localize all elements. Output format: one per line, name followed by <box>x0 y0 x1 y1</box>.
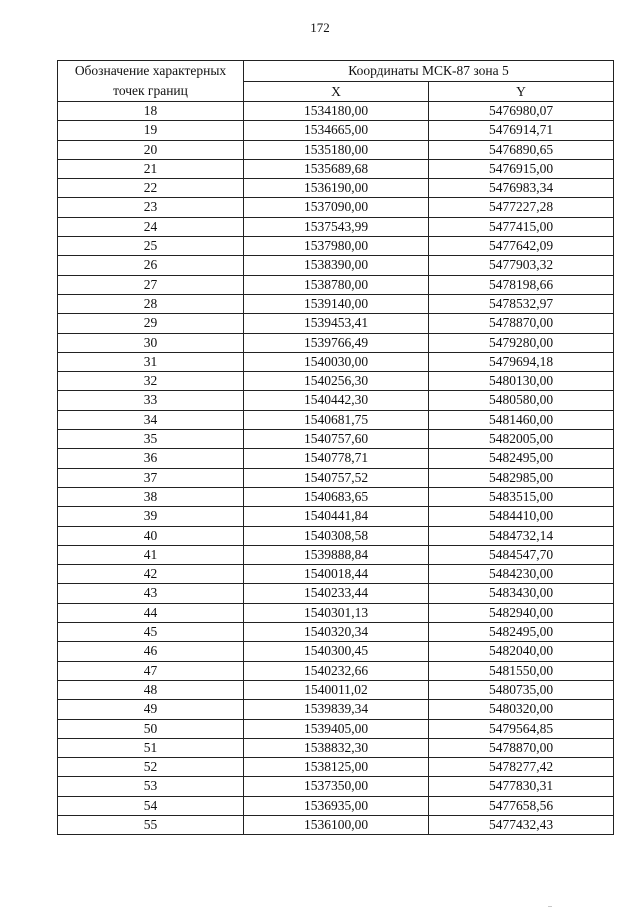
point-cell: 28 <box>58 294 244 313</box>
x-column-header: X <box>244 81 429 102</box>
point-cell: 50 <box>58 719 244 738</box>
point-cell: 40 <box>58 526 244 545</box>
y-coordinate-cell: 5484410,00 <box>429 507 614 526</box>
point-cell: 31 <box>58 352 244 371</box>
y-coordinate-cell: 5482040,00 <box>429 642 614 661</box>
x-coordinate-cell: 1536100,00 <box>244 815 429 834</box>
y-coordinate-cell: 5478532,97 <box>429 294 614 313</box>
table-row <box>58 642 614 661</box>
table-row <box>58 121 614 140</box>
x-coordinate-cell: 1534180,00 <box>244 102 429 121</box>
x-coordinate-cell: 1540681,75 <box>244 410 429 429</box>
point-cell: 27 <box>58 275 244 294</box>
table-row <box>58 198 614 217</box>
y-coordinate-cell: 5482495,00 <box>429 623 614 642</box>
point-cell: 55 <box>58 815 244 834</box>
table-row <box>58 179 614 198</box>
point-cell: 47 <box>58 661 244 680</box>
table-row <box>58 526 614 545</box>
point-cell: 20 <box>58 140 244 159</box>
x-coordinate-cell: 1540778,71 <box>244 449 429 468</box>
x-coordinate-cell: 1538390,00 <box>244 256 429 275</box>
x-coordinate-cell: 1535689,68 <box>244 159 429 178</box>
point-cell: 51 <box>58 738 244 757</box>
y-coordinate-cell: 5478198,66 <box>429 275 614 294</box>
x-coordinate-cell: 1537350,00 <box>244 777 429 796</box>
table-row <box>58 545 614 564</box>
x-coordinate-cell: 1538125,00 <box>244 758 429 777</box>
table-row <box>58 815 614 834</box>
table-row <box>58 410 614 429</box>
x-coordinate-cell: 1540232,66 <box>244 661 429 680</box>
point-cell: 18 <box>58 102 244 121</box>
point-cell: 41 <box>58 545 244 564</box>
x-coordinate-cell: 1540030,00 <box>244 352 429 371</box>
table-row <box>58 256 614 275</box>
y-coordinate-cell: 5484732,14 <box>429 526 614 545</box>
coordinates-table <box>57 60 614 835</box>
y-coordinate-cell: 5482005,00 <box>429 430 614 449</box>
y-coordinate-cell: 5480320,00 <box>429 700 614 719</box>
point-cell: 43 <box>58 584 244 603</box>
x-coordinate-cell: 1537980,00 <box>244 237 429 256</box>
table-row <box>58 796 614 815</box>
point-cell: 19 <box>58 121 244 140</box>
y-coordinate-cell: 5476983,34 <box>429 179 614 198</box>
point-cell: 38 <box>58 487 244 506</box>
point-cell: 53 <box>58 777 244 796</box>
point-header-line1: Обозначение характерных <box>74 63 227 78</box>
point-cell: 44 <box>58 603 244 622</box>
table-row <box>58 777 614 796</box>
x-coordinate-cell: 1540018,44 <box>244 565 429 584</box>
table-row <box>58 294 614 313</box>
y-coordinate-cell: 5483515,00 <box>429 487 614 506</box>
x-coordinate-cell: 1537543,99 <box>244 217 429 236</box>
y-coordinate-cell: 5479694,18 <box>429 352 614 371</box>
table-row <box>58 352 614 371</box>
table-row <box>58 430 614 449</box>
table-row <box>58 372 614 391</box>
y-coordinate-cell: 5476915,00 <box>429 159 614 178</box>
y-coordinate-cell: 5476914,71 <box>429 121 614 140</box>
x-coordinate-cell: 1540442,30 <box>244 391 429 410</box>
x-coordinate-cell: 1538780,00 <box>244 275 429 294</box>
x-coordinate-cell: 1539766,49 <box>244 333 429 352</box>
y-coordinate-cell: 5479280,00 <box>429 333 614 352</box>
table-row <box>58 275 614 294</box>
x-coordinate-cell: 1536935,00 <box>244 796 429 815</box>
point-cell: 45 <box>58 623 244 642</box>
point-cell: 33 <box>58 391 244 410</box>
point-designation-header <box>58 61 244 102</box>
table-row <box>58 623 614 642</box>
x-coordinate-cell: 1539888,84 <box>244 545 429 564</box>
point-cell: 21 <box>58 159 244 178</box>
y-coordinate-cell: 5479564,85 <box>429 719 614 738</box>
y-coordinate-cell: 5476890,65 <box>429 140 614 159</box>
table-row <box>58 584 614 603</box>
y-coordinate-cell: 5478870,00 <box>429 738 614 757</box>
point-cell: 37 <box>58 468 244 487</box>
point-cell: 39 <box>58 507 244 526</box>
x-coordinate-cell: 1538832,30 <box>244 738 429 757</box>
x-coordinate-cell: 1540757,52 <box>244 468 429 487</box>
point-cell: 48 <box>58 680 244 699</box>
y-coordinate-cell: 5478870,00 <box>429 314 614 333</box>
y-coordinate-cell: 5477830,31 <box>429 777 614 796</box>
x-coordinate-cell: 1539405,00 <box>244 719 429 738</box>
point-cell: 49 <box>58 700 244 719</box>
table-row <box>58 700 614 719</box>
y-coordinate-cell: 5480735,00 <box>429 680 614 699</box>
table-row <box>58 719 614 738</box>
y-coordinate-cell: 5477227,28 <box>429 198 614 217</box>
x-coordinate-cell: 1540320,34 <box>244 623 429 642</box>
x-coordinate-cell: 1539453,41 <box>244 314 429 333</box>
table-body <box>58 102 614 835</box>
scan-artifact <box>548 906 552 907</box>
point-cell: 32 <box>58 372 244 391</box>
x-coordinate-cell: 1539839,34 <box>244 700 429 719</box>
point-cell: 23 <box>58 198 244 217</box>
point-cell: 29 <box>58 314 244 333</box>
x-coordinate-cell: 1540757,60 <box>244 430 429 449</box>
coordinates-group-header: Координаты МСК-87 зона 5 <box>244 61 614 82</box>
table-row <box>58 487 614 506</box>
table-row <box>58 738 614 757</box>
table-row <box>58 468 614 487</box>
y-coordinate-cell: 5480580,00 <box>429 391 614 410</box>
x-coordinate-cell: 1540301,13 <box>244 603 429 622</box>
table-row <box>58 102 614 121</box>
table-row <box>58 333 614 352</box>
x-coordinate-cell: 1540683,65 <box>244 487 429 506</box>
table-row <box>58 449 614 468</box>
x-coordinate-cell: 1539140,00 <box>244 294 429 313</box>
y-coordinate-cell: 5477415,00 <box>429 217 614 236</box>
y-coordinate-cell: 5481550,00 <box>429 661 614 680</box>
y-coordinate-cell: 5481460,00 <box>429 410 614 429</box>
y-coordinate-cell: 5478277,42 <box>429 758 614 777</box>
table-row <box>58 391 614 410</box>
point-cell: 52 <box>58 758 244 777</box>
x-coordinate-cell: 1540441,84 <box>244 507 429 526</box>
y-coordinate-cell: 5483430,00 <box>429 584 614 603</box>
point-cell: 42 <box>58 565 244 584</box>
point-cell: 26 <box>58 256 244 275</box>
y-coordinate-cell: 5477432,43 <box>429 815 614 834</box>
point-cell: 30 <box>58 333 244 352</box>
x-coordinate-cell: 1537090,00 <box>244 198 429 217</box>
table-row <box>58 603 614 622</box>
point-cell: 36 <box>58 449 244 468</box>
x-coordinate-cell: 1540256,30 <box>244 372 429 391</box>
y-coordinate-cell: 5480130,00 <box>429 372 614 391</box>
y-column-header: Y <box>429 81 614 102</box>
table-row <box>58 507 614 526</box>
x-coordinate-cell: 1536190,00 <box>244 179 429 198</box>
point-cell: 24 <box>58 217 244 236</box>
point-cell: 22 <box>58 179 244 198</box>
point-cell: 34 <box>58 410 244 429</box>
y-coordinate-cell: 5484230,00 <box>429 565 614 584</box>
table-row <box>58 565 614 584</box>
table-row <box>58 758 614 777</box>
point-cell: 46 <box>58 642 244 661</box>
table-row <box>58 237 614 256</box>
page-number: 172 <box>310 20 330 35</box>
x-coordinate-cell: 1535180,00 <box>244 140 429 159</box>
y-coordinate-cell: 5482985,00 <box>429 468 614 487</box>
x-coordinate-cell: 1540308,58 <box>244 526 429 545</box>
y-coordinate-cell: 5476980,07 <box>429 102 614 121</box>
table-row <box>58 217 614 236</box>
table-row <box>58 140 614 159</box>
point-cell: 35 <box>58 430 244 449</box>
point-cell: 54 <box>58 796 244 815</box>
point-cell: 25 <box>58 237 244 256</box>
table-header <box>58 61 614 102</box>
table-row <box>58 314 614 333</box>
y-coordinate-cell: 5477642,09 <box>429 237 614 256</box>
table-row <box>58 680 614 699</box>
y-coordinate-cell: 5477903,32 <box>429 256 614 275</box>
header-row-1 <box>58 61 614 82</box>
x-coordinate-cell: 1540300,45 <box>244 642 429 661</box>
table-row <box>58 661 614 680</box>
x-coordinate-cell: 1540011,02 <box>244 680 429 699</box>
y-coordinate-cell: 5482940,00 <box>429 603 614 622</box>
y-coordinate-cell: 5484547,70 <box>429 545 614 564</box>
y-coordinate-cell: 5482495,00 <box>429 449 614 468</box>
x-coordinate-cell: 1540233,44 <box>244 584 429 603</box>
x-coordinate-cell: 1534665,00 <box>244 121 429 140</box>
point-header-line2: точек границ <box>113 83 188 98</box>
table-row <box>58 159 614 178</box>
y-coordinate-cell: 5477658,56 <box>429 796 614 815</box>
